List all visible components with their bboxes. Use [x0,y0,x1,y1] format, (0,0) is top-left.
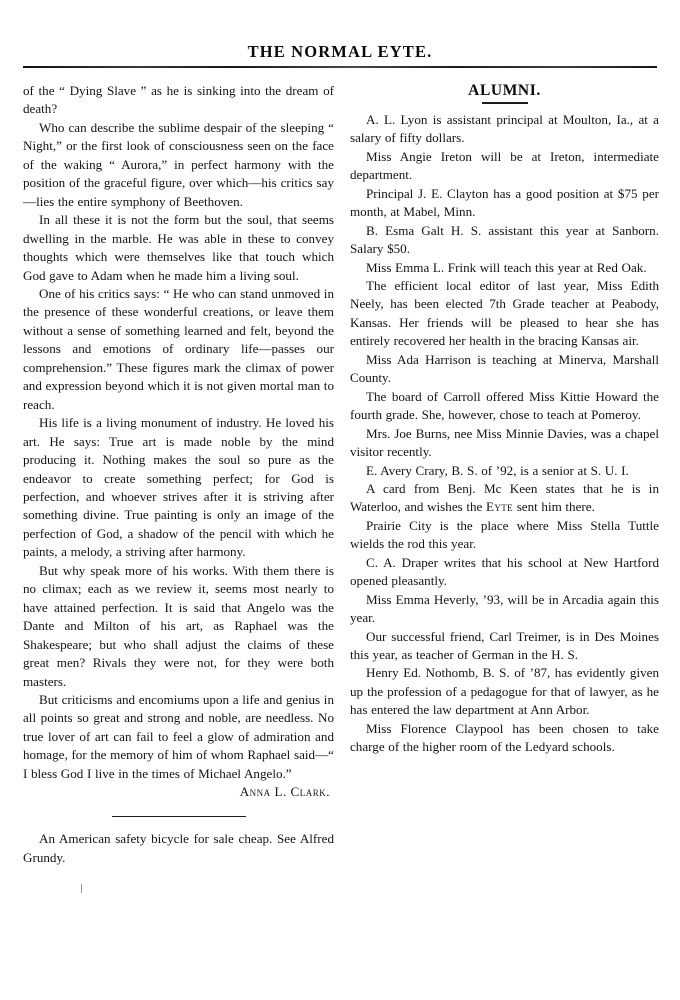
section-divider-rule [112,816,246,818]
section-heading-alumni: ALUMNI. [468,82,541,99]
article-signature: Anna L. Clark. [239,784,330,800]
publication-name: Eyte [485,499,514,515]
masthead-rule [23,66,657,68]
column-left [23,82,334,867]
alumni-item: Miss Ada Harrison is teaching at Minerva, Marshall County. [350,351,659,386]
alumni-item: Mrs. Joe Burns, nee Miss Minnie Davies, was a chapel visitor recently. [350,425,659,460]
paragraph: In all these it is not the form but the soul, that seems dwelling in the marble. He was able in these to convey thoughts which were themselves like that touch which God gave to Adam when he made him a living soul. [23,212,334,283]
alumni-item: Miss Florence Claypool has been chosen to take charge of the higher room of the Ledyard schools. [350,720,659,755]
alumni-item: Our successful friend, Carl Treimer, is in Des Moines this year, as teacher of German in the H. S. [350,628,659,663]
section-heading-rule [482,102,528,104]
paragraph: His life is a living monument of industry. He loved his art. He says: True art is made noble by the mind producing it. Nothing makes the soul so pure as the endeavor to create something perfect; for God is perfection, and whoever strives after it is striving after something divine. True painting is only an image of the perfection of God, a shadow of the pencil with which he paints, a melody, a striving after harmony. [23,415,334,560]
alumni-item: A. L. Lyon is assistant principal at Moulton, Ia., at a salary of fifty dollars. [350,111,659,146]
alumni-item-text: sent him there. [513,499,595,515]
alumni-item: Prairie City is the place where Miss Stella Tuttle wields the rod this year. [350,517,659,552]
paragraph: Who can describe the sublime despair of the sleeping “ Night,” or the first look of consciousness seen on the face of the waking “ Aurora,” in perfect harmony with the position of the graceful figure, over which—his critics say—lies the entire symphony of Beethoven. [23,119,334,209]
paragraph: But criticisms and encomiums upon a life and genius in all points so great and strong and noble, are needless. No true lover of art can fail to feel a glow of admiration and homage, for the memory of him of whom Raphael said—“ I bless God I live in the times of Michael Angelo.” [23,691,334,781]
paragraph: One of his critics says: “ He who can stand unmoved in the presence of these wonderful creations, or leave them without a sense of something learned and felt, beyond the lessons and emotions of ordinary life—passes our comprehension.” These figures mark the climax of power and expression beyond which it is not given mortal man to reach. [23,285,334,412]
masthead [0,44,680,61]
alumni-item: B. Esma Galt H. S. assistant this year at Sanborn. Salary $50. [350,222,659,257]
alumni-item: Principal J. E. Clayton has a good position at $75 per month, at Mabel, Minn. [350,185,659,220]
alumni-item: C. A. Draper writes that his school at New Hartford opened pleasantly. [350,554,659,589]
two-column-body [23,82,659,867]
alumni-item: The efficient local editor of last year, Miss Edith Neely, has been elected 7th Grade teacher at Peabody, Kansas. Her friends will be pleased to hear she has entirely recovered her health in the bracing Kansas air. [350,277,659,349]
page-title: THE NORMAL EYTE. [247,42,433,61]
column-right [350,82,659,867]
paragraph: But why speak more of his works. With them there is no climax; each as we review it, seems most nearly to have attained perfection. It is said that Angelo was the Dante and Milton of his art, as Raphael was the Shakespeare; but who shall adjust the claims of these great men? Rivals they were not, for they were both masters. [23,562,334,689]
alumni-item [350,480,659,517]
alumni-item: Miss Angie Ireton will be at Ireton, intermediate department. [350,148,659,183]
alumni-item: Miss Emma L. Frink will teach this year at Red Oak. [366,259,647,275]
advertisement-notice: An American safety bicycle for sale cheap. See Alfred Grundy. [23,831,334,865]
alumni-item: The board of Carroll offered Miss Kittie Howard the fourth grade. She, however, chose to teach at Pomeroy. [350,388,659,423]
alumni-item: Miss Emma Heverly, ’93, will be in Arcadia again this year. [350,591,659,626]
alumni-item: E. Avery Crary, B. S. of ’92, is a senior at S. U. I. [366,462,629,478]
alumni-item-text: A card from Benj. Mc Keen states that he is in Waterloo, and wishes the [350,480,659,515]
stray-scan-mark [81,884,82,893]
paragraph: of the “ Dying Slave ” as he is sinking into the dream of death? [23,83,334,117]
alumni-item: Henry Ed. Nothomb, B. S. of ’87, has evidently given up the profession of a pedagogue for that of lawyer, as he has entered the law department at Ann Arbor. [350,665,659,718]
